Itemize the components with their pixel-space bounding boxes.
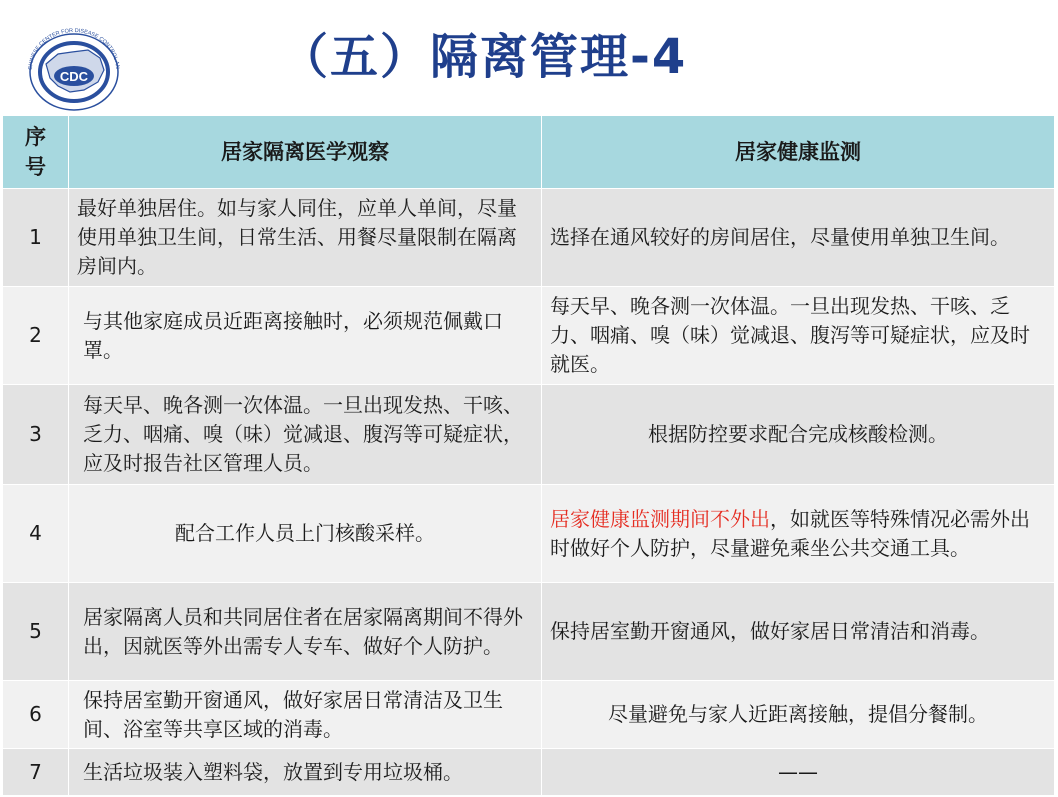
- row-number: 4: [3, 485, 69, 583]
- table-row: [3, 287, 1055, 385]
- page-title: （五）隔离管理-4: [280, 29, 688, 85]
- table-row: [3, 189, 1055, 287]
- monitoring-text: ，如就医等特殊情况必需外出时做好个人防护，尽量避免乘坐公共交通工具。: [550, 506, 1030, 560]
- monitoring-cell: [542, 681, 1055, 749]
- monitoring-text: 尽量避免与家人近距离接触，提倡分餐制。: [608, 702, 988, 726]
- isolation-cell: 保持居室勤开窗通风，做好家居日常清洁及卫生间、浴室等共享区域的消毒。: [69, 681, 542, 749]
- isolation-cell: 与其他家庭成员近距离接触时，必须规范佩戴口罩。: [69, 287, 542, 385]
- table-row: [3, 583, 1055, 681]
- cdc-logo: [14, 20, 134, 112]
- logo-ring-text: CHINESE CENTER FOR DISEASE CONTROL AN: [27, 27, 121, 71]
- monitoring-cell: [542, 287, 1055, 385]
- table-row: [3, 485, 1055, 583]
- monitoring-cell: [542, 583, 1055, 681]
- row-number: 6: [3, 681, 69, 749]
- monitoring-cell: [542, 485, 1055, 583]
- isolation-cell: 居家隔离人员和共同居住者在居家隔离期间不得外出，因就医等外出需专人专车、做好个人防护。: [69, 583, 542, 681]
- isolation-cell: 配合工作人员上门核酸采样。: [69, 485, 542, 583]
- isolation-cell: 每天早、晚各测一次体温。一旦出现发热、干咳、乏力、咽痛、嗅（味）觉减退、腹泻等可疑症状，应及时报告社区管理人员。: [69, 385, 542, 485]
- row-number: 1: [3, 189, 69, 287]
- monitoring-text: 根据防控要求配合完成核酸检测。: [648, 422, 948, 446]
- monitoring-text: 选择在通风较好的房间居住，尽量使用单独卫生间。: [550, 225, 1010, 249]
- highlight-text: 居家健康监测期间不外出: [550, 506, 770, 531]
- isolation-cell: 最好单独居住。如与家人同住，应单人单间，尽量使用单独卫生间，日常生活、用餐尽量限制在隔离房间内。: [69, 189, 542, 287]
- header-home-health-monitoring: 居家健康监测: [542, 116, 1055, 189]
- isolation-comparison-table: [2, 115, 1055, 796]
- monitoring-cell: [542, 189, 1055, 287]
- logo-text: CDC: [59, 69, 89, 84]
- header-home-isolation: 居家隔离医学观察: [69, 116, 542, 189]
- table-row: [3, 385, 1055, 485]
- row-number: 5: [3, 583, 69, 681]
- table-row: [3, 681, 1055, 749]
- isolation-cell: 生活垃圾装入塑料袋，放置到专用垃圾桶。: [69, 749, 542, 796]
- monitoring-cell: [542, 749, 1055, 796]
- row-number: 7: [3, 749, 69, 796]
- row-number: 2: [3, 287, 69, 385]
- row-number: 3: [3, 385, 69, 485]
- monitoring-text: 每天早、晚各测一次体温。一旦出现发热、干咳、乏力、咽痛、嗅（味）觉减退、腹泻等可疑症状，应及时就医。: [550, 294, 1030, 376]
- table-header-row: [3, 116, 1055, 189]
- monitoring-cell: [542, 385, 1055, 485]
- monitoring-text: ——: [778, 759, 818, 784]
- header-number: 序号: [3, 116, 69, 189]
- monitoring-text: 保持居室勤开窗通风，做好家居日常清洁和消毒。: [550, 619, 990, 643]
- table-row: [3, 749, 1055, 796]
